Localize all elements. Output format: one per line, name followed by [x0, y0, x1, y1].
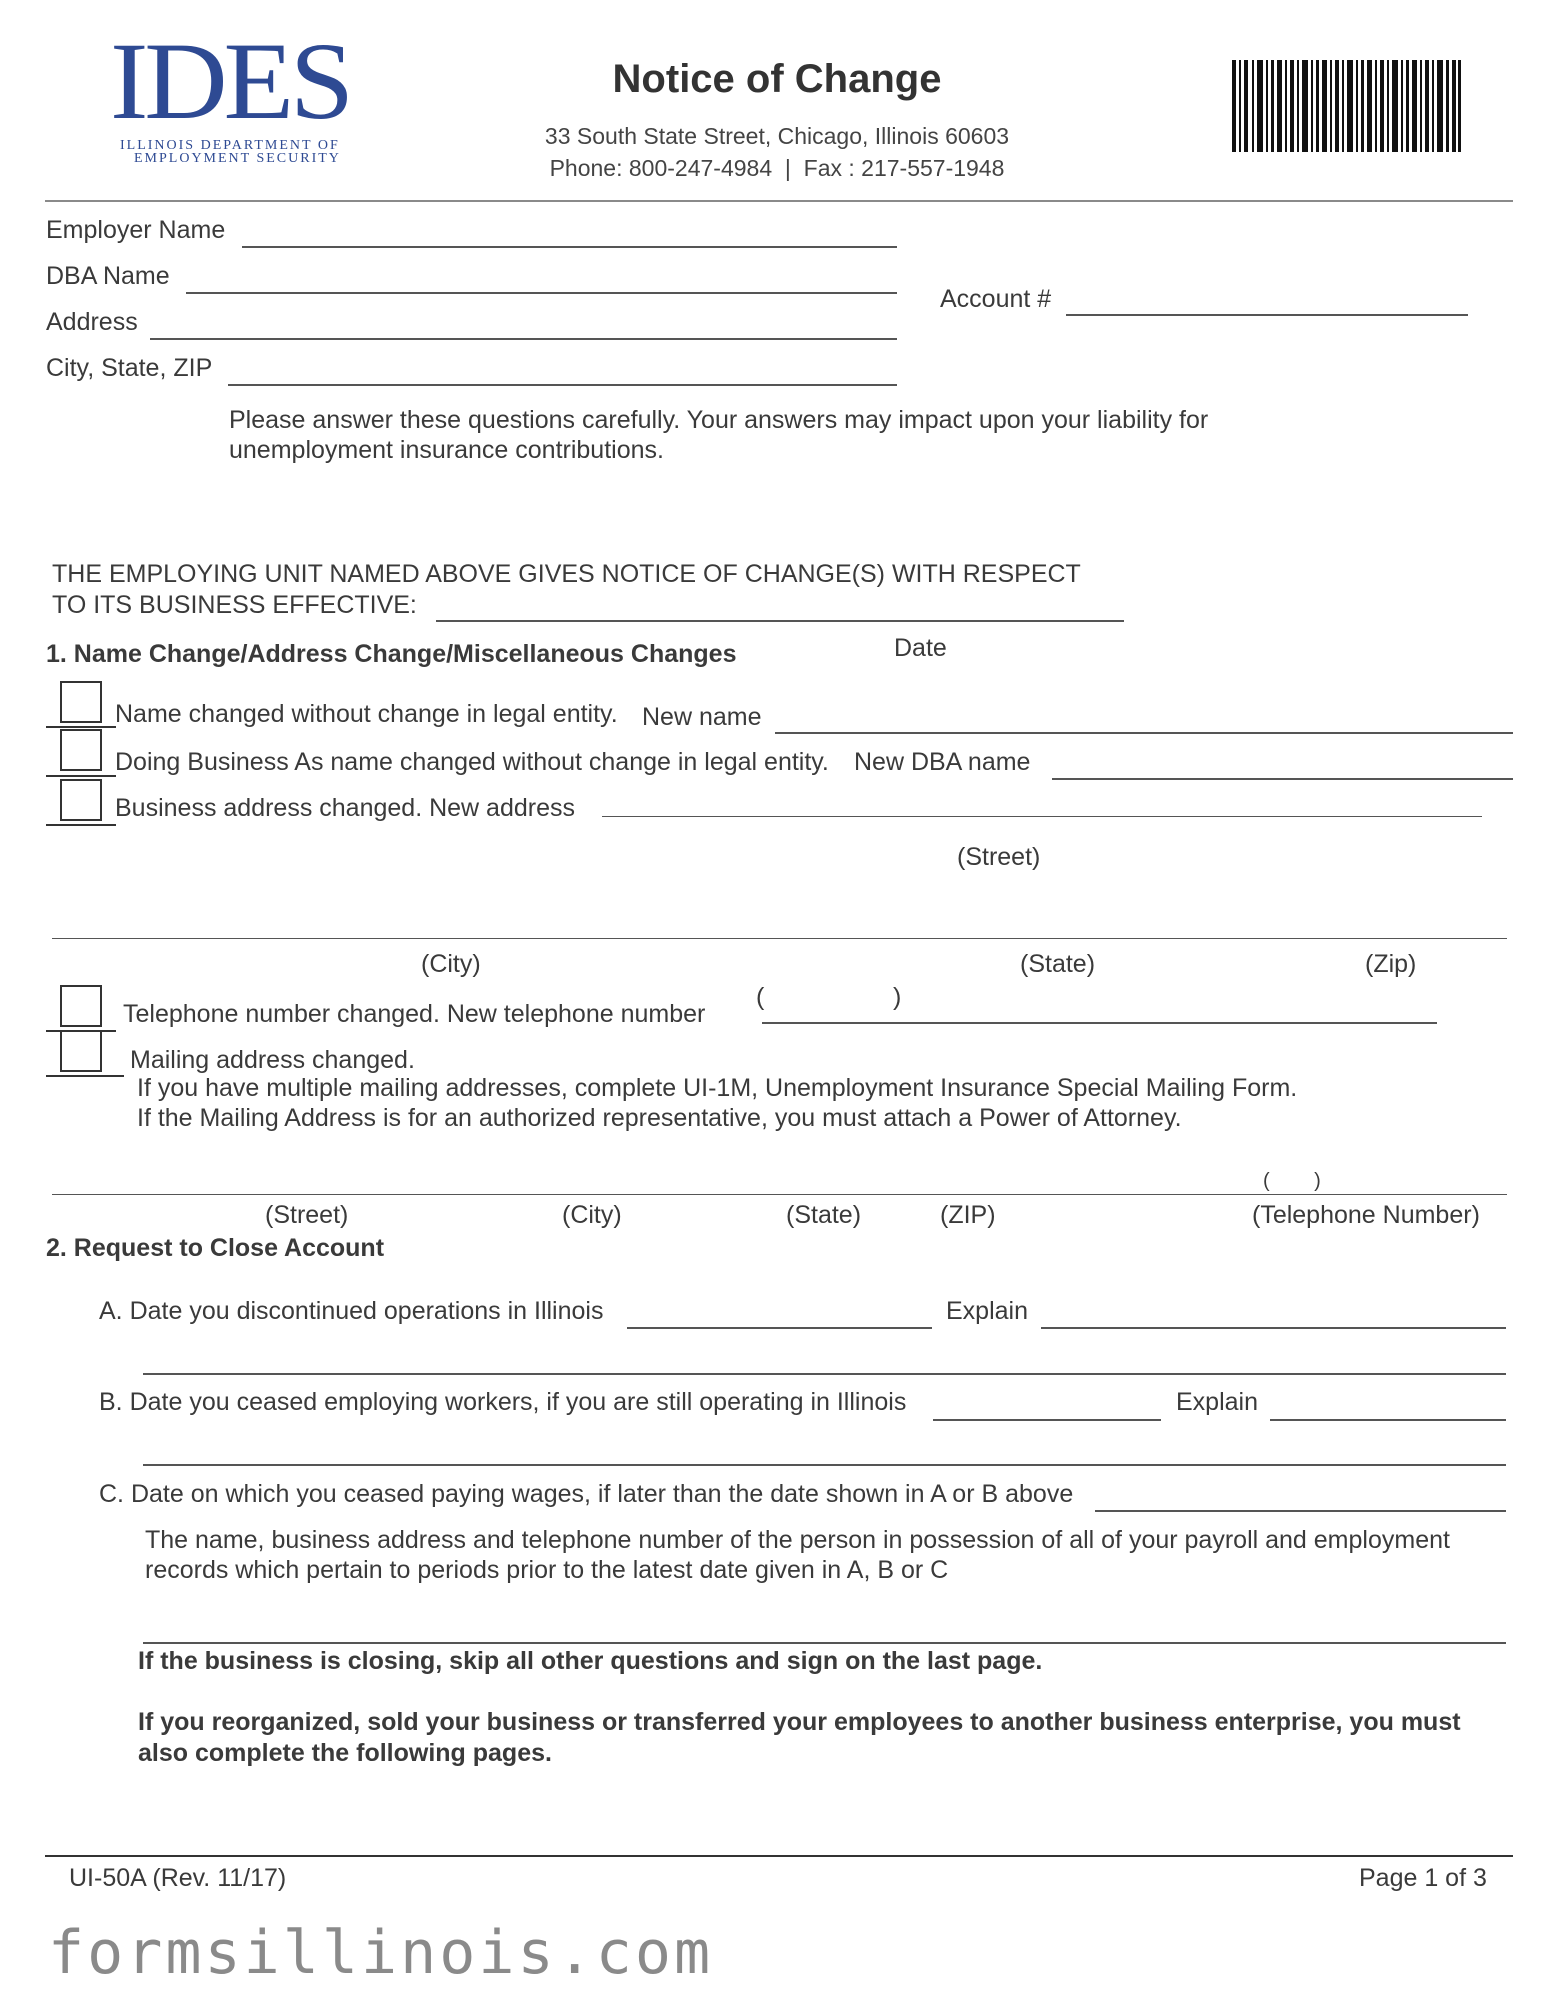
explain-b-label: Explain: [1176, 1388, 1258, 1416]
notice-line-1: THE EMPLOYING UNIT NAMED ABOVE GIVES NOTICE OF CHANGE(S) WITH RESPECT: [52, 560, 1081, 588]
effective-date-field[interactable]: [436, 620, 1124, 622]
discontinued-date-label: A. Date you discontinued operations in Illinois: [99, 1297, 604, 1325]
city-caption: (City): [421, 950, 481, 978]
section-1-heading: 1. Name Change/Address Change/Miscellaneous Changes: [46, 640, 737, 668]
address-changed-label: Business address changed. New address: [115, 794, 575, 822]
address-field[interactable]: [150, 338, 897, 340]
address-label: Address: [46, 308, 138, 336]
mailing-changed-label: Mailing address changed.: [130, 1046, 415, 1074]
new-address-street-field[interactable]: [602, 816, 1482, 817]
records-holder-line-1: The name, business address and telephone number of the person in possession of all of your payroll and employment: [145, 1526, 1450, 1554]
form-id: UI-50A (Rev. 11/17): [69, 1864, 287, 1892]
intro-line-2: unemployment insurance contributions.: [229, 436, 664, 464]
phone-paren-close: ): [893, 983, 902, 1011]
records-holder-field[interactable]: [143, 1642, 1506, 1644]
watermark: formsillinois.com: [48, 1918, 714, 1988]
mailing-note-2: If the Mailing Address is for an authorized representative, you must attach a Power of Attorney.: [137, 1104, 1182, 1132]
mailing-changed-checkbox[interactable]: [60, 1030, 102, 1072]
records-holder-line-2: records which pertain to periods prior to the latest date given in A, B or C: [145, 1556, 949, 1584]
ceased-wages-label: C. Date on which you ceased paying wages, if later than the date shown in A or B above: [99, 1480, 1074, 1508]
effective-date-caption: Date: [894, 634, 947, 662]
name-changed-checkbox[interactable]: [60, 681, 102, 723]
zip-caption: (Zip): [1365, 950, 1417, 978]
mailing-phone-caption: (Telephone Number): [1252, 1201, 1480, 1229]
new-phone-field[interactable]: [762, 1022, 1437, 1024]
new-address-city-state-zip-field[interactable]: [52, 938, 1507, 939]
ceased-employing-label: B. Date you ceased employing workers, if you are still operating in Illinois: [99, 1388, 907, 1416]
phone-paren-open: (: [756, 983, 765, 1011]
logo-letters: IDES: [110, 20, 350, 142]
mailing-address-field[interactable]: [52, 1194, 1507, 1195]
barcode: [1232, 60, 1462, 152]
intro-line-1: Please answer these questions carefully. Your answers may impact upon your liability for: [229, 406, 1209, 434]
reorganization-instruction-2: also complete the following pages.: [138, 1739, 552, 1767]
new-dba-field[interactable]: [1052, 778, 1513, 780]
ceased-employing-field[interactable]: [933, 1419, 1161, 1421]
account-number-label: Account #: [940, 285, 1052, 313]
city-state-zip-label: City, State, ZIP: [46, 354, 213, 382]
ceased-wages-field[interactable]: [1095, 1510, 1506, 1512]
closing-instruction: If the business is closing, skip all other questions and sign on the last page.: [138, 1647, 1043, 1675]
explain-b-field-line-2[interactable]: [143, 1464, 1506, 1466]
checkbox-underline: [46, 824, 116, 826]
reorganization-instruction-1: If you reorganized, sold your business or transferred your employees to another business enterprise, you must: [138, 1708, 1461, 1736]
page-number: Page 1 of 3: [1359, 1864, 1487, 1892]
explain-a-field-line-2[interactable]: [143, 1373, 1506, 1375]
city-state-zip-field[interactable]: [228, 384, 897, 386]
explain-b-field[interactable]: [1270, 1419, 1506, 1421]
dba-changed-checkbox[interactable]: [60, 729, 102, 771]
page-title: Notice of Change: [612, 57, 942, 101]
mailing-zip-caption: (ZIP): [940, 1201, 996, 1229]
employer-name-label: Employer Name: [46, 216, 226, 244]
employer-name-field[interactable]: [242, 246, 897, 248]
state-caption: (State): [1020, 950, 1096, 978]
checkbox-underline: [46, 775, 116, 777]
mailing-note-1: If you have multiple mailing addresses, complete UI-1M, Unemployment Insurance Special Mailing Form.: [137, 1074, 1298, 1102]
new-dba-label: New DBA name: [854, 748, 1031, 776]
checkbox-underline: [46, 1075, 124, 1077]
discontinued-date-field[interactable]: [627, 1327, 932, 1329]
notice-line-2: TO ITS BUSINESS EFFECTIVE:: [52, 591, 417, 619]
dba-changed-label: Doing Business As name changed without change in legal entity.: [115, 748, 829, 776]
new-name-field[interactable]: [775, 732, 1513, 734]
explain-a-label: Explain: [946, 1297, 1028, 1325]
footer-divider: [45, 1855, 1513, 1857]
mailing-state-caption: (State): [786, 1201, 862, 1229]
logo-line-1: ILLINOIS DEPARTMENT OF: [120, 138, 340, 153]
street-caption: (Street): [957, 843, 1041, 871]
agency-address: 33 South State Street, Chicago, Illinois 60603: [544, 123, 1010, 149]
dba-name-field[interactable]: [186, 292, 897, 294]
checkbox-underline: [46, 726, 116, 728]
dba-name-label: DBA Name: [46, 262, 170, 290]
agency-contact: Phone: 800-247-4984 | Fax : 217-557-1948: [549, 155, 1005, 181]
name-changed-label: Name changed without change in legal entity.: [115, 700, 618, 728]
mailing-city-caption: (City): [562, 1201, 622, 1229]
phone-changed-label: Telephone number changed. New telephone number: [123, 1000, 706, 1028]
mailing-phone-parens: ( ): [1263, 1170, 1321, 1192]
header-divider: [45, 200, 1513, 202]
logo-line-2: EMPLOYMENT SECURITY: [134, 151, 341, 166]
address-changed-checkbox[interactable]: [60, 779, 102, 821]
explain-a-field[interactable]: [1041, 1327, 1506, 1329]
phone-changed-checkbox[interactable]: [60, 985, 102, 1027]
mailing-street-caption: (Street): [265, 1201, 349, 1229]
account-number-field[interactable]: [1066, 314, 1468, 316]
new-name-label: New name: [642, 703, 762, 731]
section-2-heading: 2. Request to Close Account: [46, 1234, 385, 1262]
